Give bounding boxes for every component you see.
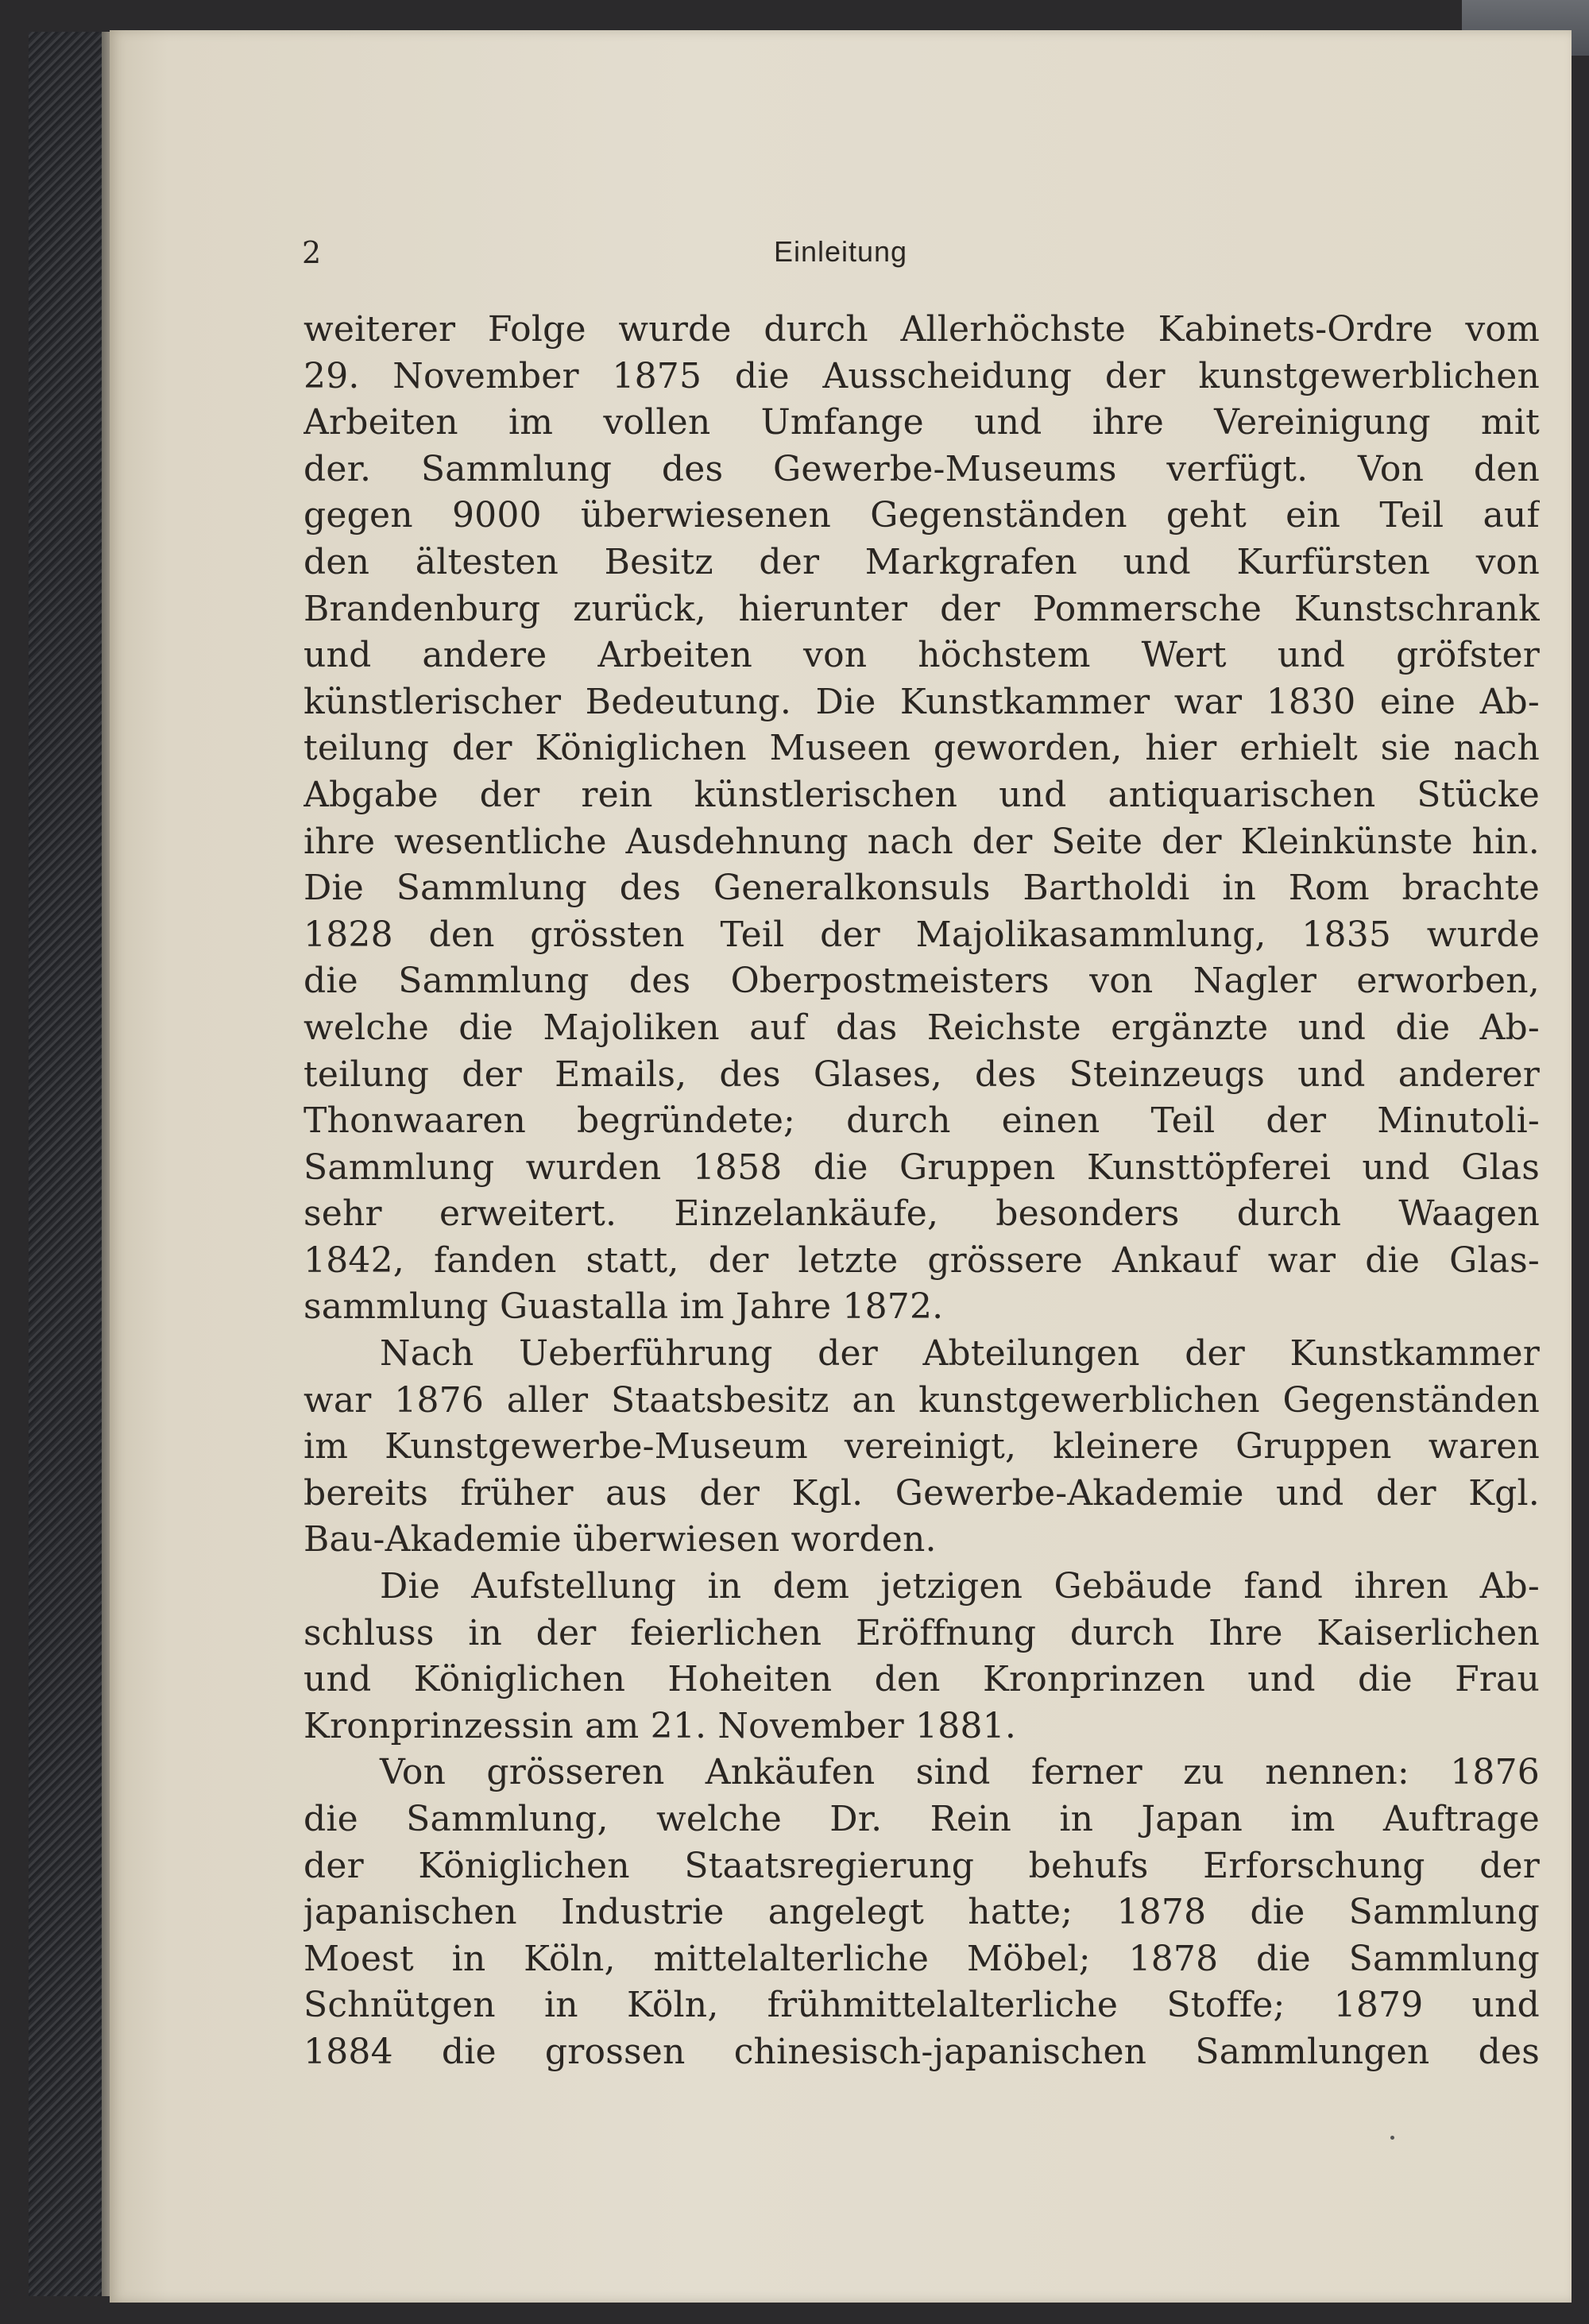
text-line: schluss in der feierlichen Eröffnung durch Ihre Kaiserlichen (303, 1612, 1540, 1653)
text-line: sammlung Guastalla im Jahre 1872. (303, 1286, 944, 1328)
text-line: Abgabe der rein künstlerischen und antiquarischen Stücke (303, 774, 1540, 815)
text-line: Die Sammlung des Generalkonsuls Bartholdi in Rom brachte (303, 868, 1540, 909)
text-line: 1842, fanden statt, der letzte grössere Ankauf war die Glas- (303, 1239, 1540, 1281)
text-line: Schnütgen in Köln, frühmittelalterliche Stoffe; 1879 und (303, 1985, 1540, 2026)
text-line: Arbeiten im vollen Umfange und ihre Vereinigung mit (303, 402, 1540, 443)
text-line: der Königlichen Staatsregierung behufs Erforschung der (303, 1845, 1540, 1886)
text-line: welche die Majoliken auf das Reichste ergänzte und die Ab- (303, 1007, 1540, 1048)
text-line: im Kunstgewerbe-Museum vereinigt, kleinere Gruppen waren (303, 1426, 1540, 1467)
text-line: Nach Ueberführung der Abteilungen der Kunstkammer (380, 1333, 1540, 1375)
text-line: teilung der Königlichen Museen geworden, hier erhielt sie nach (303, 728, 1540, 769)
page-header (110, 235, 1572, 275)
text-line: teilung der Emails, des Glases, des Steinzeugs und anderer (303, 1054, 1540, 1095)
text-line: künstlerischer Bedeutung. Die Kunstkammer war 1830 eine Ab- (303, 681, 1540, 722)
text-line: Die Aufstellung in dem jetzigen Gebäude fand ihren Ab- (380, 1566, 1540, 1607)
text-line: 1884 die grossen chinesisch-japanischen Sammlungen des (303, 2031, 1540, 2072)
text-line: und Königlichen Hoheiten den Kronprinzen und die Frau (303, 1659, 1540, 1700)
text-line: weiterer Folge wurde durch Allerhöchste Kabinets-Ordre vom (303, 309, 1540, 350)
text-line: die Sammlung, welche Dr. Rein in Japan im Auftrage (303, 1799, 1540, 1839)
text-line: 29. November 1875 die Ausscheidung der kunstgewerblichen (303, 355, 1540, 396)
paper-speck (1390, 2136, 1394, 2140)
text-line: den ältesten Besitz der Markgrafen und Kurfürsten von (303, 541, 1540, 582)
book-page (110, 30, 1572, 2303)
text-line: Bau-Akademie überwiesen worden. (303, 1519, 937, 1560)
text-line: sehr erweitert. Einzelankäufe, besonders durch Waagen (303, 1193, 1540, 1235)
text-line: und andere Arbeiten von höchstem Wert und gröfster (303, 635, 1540, 676)
text-line: Sammlung wurden 1858 die Gruppen Kunsttöpferei und Glas (303, 1147, 1540, 1188)
text-line: 1828 den grössten Teil der Majolikasammlung, 1835 wurde (303, 914, 1540, 955)
text-line: Brandenburg zurück, hierunter der Pommersche Kunstschrank (303, 588, 1540, 629)
text-line: ihre wesentliche Ausdehnung nach der Seite der Kleinkünste hin. (303, 821, 1540, 862)
text-line: Von grösseren Ankäufen sind ferner zu nennen: 1876 (380, 1752, 1540, 1793)
text-line: die Sammlung des Oberpostmeisters von Nagler erworben, (303, 961, 1540, 1002)
text-line: Thonwaaren begründete; durch einen Teil der Minutoli- (303, 1100, 1540, 1142)
text-line: Moest in Köln, mittelalterliche Möbel; 1878 die Sammlung (303, 1938, 1540, 1979)
page-number: 2 (302, 235, 322, 270)
text-line: japanischen Industrie angelegt hatte; 1878 die Sammlung (303, 1892, 1540, 1933)
text-line: der. Sammlung des Gewerbe-Museums verfügt. Von den (303, 448, 1540, 489)
text-line: bereits früher aus der Kgl. Gewerbe-Akademie und der Kgl. (303, 1472, 1540, 1514)
running-title: Einleitung (773, 235, 908, 268)
text-line: Kronprinzessin am 21. November 1881. (303, 1705, 1017, 1746)
body-text (303, 307, 1540, 2076)
text-line: war 1876 aller Staatsbesitz an kunstgewerblichen Gegenständen (303, 1379, 1540, 1421)
text-line: gegen 9000 überwiesenen Gegenständen geht ein Teil auf (303, 495, 1540, 536)
book-binding (29, 32, 108, 2296)
